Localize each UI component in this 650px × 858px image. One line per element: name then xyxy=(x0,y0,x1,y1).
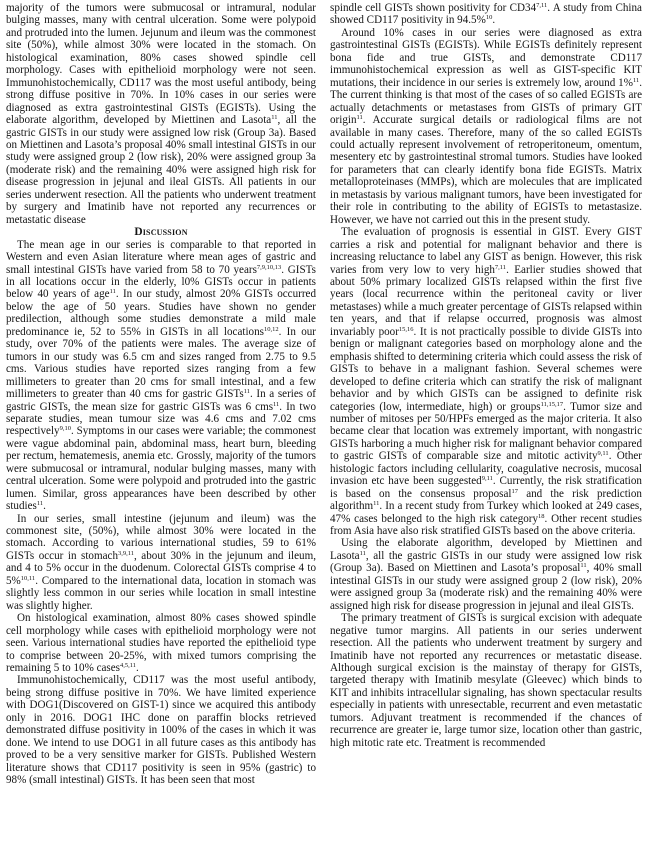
text-run: , all the gastric GISTs in our study were assigned low risk (Group 3a). Based on Miettinen and Lasota’s proposal 40% small intestinal GISTs in our study were assigned group 2 (low risk), 20% were assigned group 3a (moderate risk) and the remaining 40% were assigned high risk for disease progression in jejunal and ileal GISTs. All patients in our series underwent resection. All the patients who underwent treatment by surgery and Imatinib have not reported any recurrences or metastatic disease xyxy=(6,114,317,226)
citation-ref: 17 xyxy=(511,487,518,495)
discussion-paragraph-algorithm xyxy=(330,537,642,612)
text-run: . In two separate studies, mean tumour size was 4.6 cms and 7.02 cms respectively xyxy=(6,400,317,438)
text-run: , about 30% in the jejunum and ileum, and 4 to 5% occur in the duodenum. Colorectal GISTs comprise 4 to 5% xyxy=(6,549,317,587)
discussion-paragraph-location xyxy=(6,513,316,613)
citation-ref: 11 xyxy=(109,288,116,296)
text-run: . GISTs in all locations occur in the elderly, l0% GISTs occur in patients below 40 years of age xyxy=(6,263,316,301)
text-run: The evaluation of prognosis is essential in GIST. Every GIST carries a risk and potential for malignant behavior and there is increasing reluctance to label any GIST as benign. However, this risk varies from very low to very high xyxy=(330,226,642,276)
right-column xyxy=(330,2,642,749)
text-run: . Earlier studies showed that about 50% primary localized GISTs relapsed within the first five years (local recurrence within the peritoneal cavity or liver metastases) while a much greater percentage of GISTs relapsed within ten years, and that if relapse occurred, prognosis was almost invariably poor xyxy=(330,263,642,338)
citation-ref: 7,9,10,13 xyxy=(256,263,282,271)
text-run: . In our study, almost 20% GISTs occurred below the age of 50 years. Studies have shown no gender predilection, although some studies demonstrate a mild male predominance ie, 52 to 55% in GISTs in all locations xyxy=(6,288,316,338)
text-run: . Other histologic factors including cellularity, coagulative necrosis, mucosal invasion etc have been suggested xyxy=(330,450,642,488)
text-run: , 40% small intestinal GISTs in our study were assigned group 2 (low risk), 20% were assigned group 3a (moderate risk) and the remaining 40% were assigned high risk for disease progression in jejunal and ileal GISTs. xyxy=(330,562,642,612)
citation-ref: 11 xyxy=(273,400,280,408)
intro-paragraph xyxy=(6,2,316,226)
citation-ref: 9,10 xyxy=(59,425,71,433)
text-run: . xyxy=(43,500,46,513)
text-run: . Compared to the international data, location in stomach was slightly less common in our series while location in small intestine was slightly higher. xyxy=(6,574,316,612)
text-run: On histological examination, almost 80% cases showed spindle cell morphology while cases with epithelioid morphology were not seen. Various international studies have reported the epithelioid type to comprise between 20-25%, with mixed tumors comprising the remaining 5 to 10% cases xyxy=(6,612,316,675)
continued-paragraph-cd34 xyxy=(330,2,642,27)
citation-ref: 11 xyxy=(243,388,251,396)
citation-ref: 9,11 xyxy=(481,475,493,483)
citation-ref: 11 xyxy=(632,76,640,84)
citation-ref: 15,16 xyxy=(398,325,414,333)
discussion-heading: Discussion xyxy=(134,226,188,239)
citation-ref: 18 xyxy=(538,512,545,520)
text-run: The mean age in our series is comparable to that reported in Western and even Asian literature where mean ages of gastric and small intestinal GISTs have varied from 58 to 70 years xyxy=(6,238,316,276)
discussion-paragraph-immuno xyxy=(6,674,316,786)
citation-ref: 11 xyxy=(356,114,363,122)
citation-ref: 7,11 xyxy=(494,263,507,271)
text-run: . xyxy=(136,662,139,675)
text-run: In our series, small intestine (jejunum and ileum) was the commonest site, (50%), while almost 30% were located in the stomach. According to various international studies, 59 to 61% GISTs occur in stomach xyxy=(6,512,316,562)
citation-ref: 10,12 xyxy=(263,325,279,333)
citation-ref: 11 xyxy=(36,500,44,508)
citation-ref: 10 xyxy=(485,14,493,22)
citation-ref: 3,9,11 xyxy=(118,549,135,557)
text-run: . It is not practically possible to divide GISTs into benign or malignant categories based on morphology alone and the emphasis shifted to determining criteria which could assess the risk of GISTs to behave in a malignant fashion. Several schemes were developed to define criteria which can stratify the risk of malignant behavior and by which GISTs can be assigned to definite risk categories (low, intermediate, high) or groups xyxy=(330,325,642,413)
text-run: . In our study, over 70% of the patients were males. The average size of tumors in our study was 6.5 cm and sizes ranged from 2.75 to 9.5 cms. Various studies have reported sizes ranging from a few millimeters to greater than 20 cms for small intestinal, and a few millimeters to greater than 40 cms for gastric GISTs xyxy=(6,325,316,401)
text-run: . Accurate surgical details or radiological films are not available in many cases. Therefore, many of the so called EGISTs could actually represent involvement of retroperitoneum, omentum, mesentery etc by gastrointestinal stromal tumors. Studies have looked for parameters that can clearly identify bona fide EGISTs. Matrix metalloproteinases (MMPs), which are molecules that are implicated in metastasis by various malignant tumors, have been investigated for their role in contributing to the ability of EGISTs to metastasize. However, we have not carried out this in the present study. xyxy=(330,114,642,226)
discussion-paragraph-egist xyxy=(330,27,642,226)
text-run: , all the gastric GISTs in our study were assigned low risk (Group 3a). Based on Miettinen and Lasota’s proposal xyxy=(330,549,642,575)
citation-ref: 7,11 xyxy=(536,2,548,9)
text-run: spindle cell GISTs shown positivity for CD34 xyxy=(330,2,537,14)
citation-ref: 4,5,11 xyxy=(120,662,137,670)
discussion-paragraph-age xyxy=(6,239,316,513)
citation-ref: 11 xyxy=(580,562,587,570)
text-run: . Tumor size and number of mitoses per 50/HPFs emerged as the major criteria. It also became clear that location was extremely important, with nongastric GISTs harboring a much higher risk for malignant behavior compared to gastric GISTs of comparable size and mitotic activity xyxy=(330,400,642,463)
text-run: The primary treatment of GISTs is surgical excision with adequate negative tumor margins. All patients in our series underwent resection. All the patients who underwent treatment by surgery and Imatinib have not reported any recurrences or metastatic disease. Although surgical excision is the mainstay of therapy for GISTs, targeted therapy with Imatinib mesylate (Gleevec) which binds to KIT and inhibits intracellular signaling, has shown spectacular results especially in patients with unresectable, recurrent and even metastatic tumors. Adjuvant treatment is recommended if the chances of recurrence are greater ie, large tumor size, location other than gastric, high mitotic rate etc. Treatment is recommended xyxy=(330,612,642,749)
discussion-paragraph-treatment xyxy=(330,612,642,749)
text-run: Immunohistochemically, CD117 was the most useful antibody, being strong diffuse positive in 70%. We have limited experience with DOG1(Discovered on GIST-1) since we acquired this antibody only in 2016. DOG1 IHC done on paraffin blocks retrieved demonstrated diffuse positivity in 100% of the cases in which it was done. We intend to use DOG1 in all future cases as this antibody has proved to be a very sensitive marker for GISTs. Published Western literature shows that CD117 positivity is seen in 95% (gastric) to 98% (small intestinal) GISTs. It has been seen that most xyxy=(6,674,316,787)
citation-ref: 9,11 xyxy=(597,450,609,458)
text-run: majority of the tumors were submucosal or intramural, nodular bulging masses, many with central ulceration. Some were polypoid and protruded into the lumen. Jejunum and ileum was the commonest site (50%), while almost 30% were located in the stomach. On histological examination, 80% cases showed spindle cell morphology. Cases with epithelioid morphology were not seen. Immunohistochemically, CD117 was the most useful antibody, being strong diffuse positive in 70%. In 10% cases in our series were diagnosed as extra gastrointestinal GISTs (EGISTs). Using the elaborate algorithm, developed by Miettinen and Lasota xyxy=(6,2,316,127)
text-run: and the risk prediction algorithm xyxy=(330,487,642,513)
text-run: . Symptoms in our cases were variable; the commonest were vague abdominal pain, abdominal mass, heart burn, bleeding per rectum, hematemesis, anemia etc. Grossly, majority of the tumors were submucosal or intramural, nodular bulging masses, many with central ulceration. Some were polypoid and protruded into the gastric lumen. Similar, gross appearances have been described by other studies xyxy=(6,425,316,513)
discussion-paragraph-histology xyxy=(6,612,316,674)
citation-ref: 11 xyxy=(359,549,366,557)
text-run: . In a recent study from Turkey which looked at 249 cases, 47% cases belonged to the high risk category xyxy=(330,500,642,525)
citation-ref: 11 xyxy=(373,500,380,508)
text-run: . In a series of gastric GISTs, the mean size for gastric GISTs was 6 cms xyxy=(6,388,316,413)
text-run: Around 10% cases in our series were diagnosed as extra gastrointestinal GISTs (EGISTs). While EGISTs definitely represent bona fide and true GISTs, and demonstrate CD117 immunohistochemical expression as well as GIST-specific KIT mutations, their incidence in our series is extremely low, around 1% xyxy=(330,26,642,89)
citation-ref: 11 xyxy=(271,114,278,122)
text-run: . Currently, the risk stratification is based on the consensus proposal xyxy=(330,475,642,500)
citation-ref: 10,11 xyxy=(20,574,36,582)
text-run: . A study from China showed CD117 positivity in 94.5% xyxy=(330,2,642,27)
discussion-paragraph-prognosis xyxy=(330,226,642,537)
text-run: . Other recent studies from Asia have also risk stratified GISTs based on the above criteria. xyxy=(330,512,642,538)
citation-ref: 11,15,17 xyxy=(540,400,564,408)
text-run: Using the elaborate algorithm, developed by Miettinen and Lasota xyxy=(330,537,642,562)
left-column xyxy=(6,2,316,787)
text-run: . The current thinking is that most of the cases of so called EGISTs are actually detachments or metastases from GISTs of primary GIT origin xyxy=(330,76,642,127)
text-run: . xyxy=(492,14,496,27)
